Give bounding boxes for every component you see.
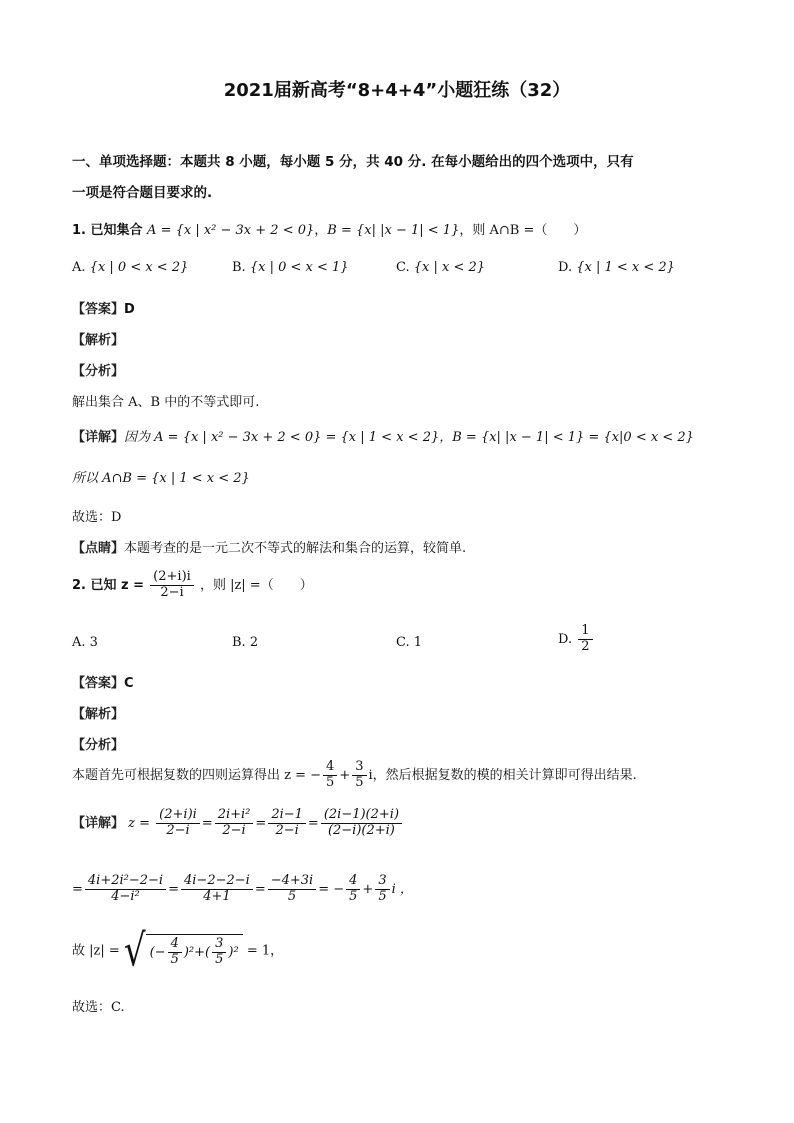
fraction-denominator: 5 [170,952,179,967]
q2-option-b[interactable] [232,635,258,650]
fraction-denominator: 2−i [275,822,299,838]
fraction-denominator: 2−i [222,822,246,838]
step1-frac-4 [321,808,402,839]
option-label: C. [396,635,410,650]
fraction-denominator: 5 [287,888,297,904]
q2-stem-fraction [150,570,194,601]
answer-value: D [124,302,135,317]
fraction-numerator: 4 [346,874,360,890]
fraction-numerator: (2+i)i [150,570,194,586]
q2-jiexi-tag: 【解析】 [72,707,125,722]
option-label: D. [558,260,573,275]
fraction-numerator: 4i−2−2−i [181,874,253,890]
section-heading-line2: 一项是符合题目要求的. [72,185,213,201]
q2-choose: 故选：C. [72,1000,125,1015]
q1-choose: 故选：D [72,510,122,525]
fraction-numerator: 4i+2i²−2−i [85,874,166,890]
q1-option-c[interactable] [396,260,485,275]
fraction-denominator: 2−i [160,584,184,600]
section-heading-line1: 一、单项选择题：本题共 8 小题，每小题 5 分，共 40 分. 在每小题给出的四个选项中，只有 [72,154,634,170]
fraction-numerator: 3 [212,937,226,953]
option-text: {x | x < 2} [413,260,486,275]
fraction-numerator: 2i−1 [268,808,306,824]
q2-stem-suffix: ，则 |z| =（ ） [199,577,313,593]
option-label: A. [72,260,86,275]
mod-frac-2 [212,937,226,968]
q1-stem [72,219,586,238]
q1-option-b[interactable] [232,260,349,275]
fraction-denominator: 4−i² [111,888,140,904]
fraction-numerator: −4+3i [268,874,317,890]
q1-fenxi-tag: 【分析】 [72,364,125,379]
step1-frac-1 [156,808,200,839]
option-fraction [578,624,592,655]
step2-frac-2 [181,874,253,905]
xiangjie-text: 因为 A = {x | x² − 3x + 2 < 0} = {x | 1 < x < 2}，B = {x| |x − 1| < 1} = {x|0 < x < 2} [124,430,694,445]
mod-prefix: 故 |z| = [72,943,120,959]
fenxi-plus: + [339,767,351,783]
q1-fenxi-text: 解出集合 A、B 中的不等式即可. [72,395,260,410]
fraction-denominator: 2 [581,638,590,654]
q2-option-c[interactable] [396,635,422,650]
option-text: {x | 1 < x < 2} [576,260,675,275]
fraction-numerator: 3 [375,874,389,890]
fenxi-pre: 本题首先可根据复数的四则运算得出 z = − [72,767,322,783]
option-label: D. [558,631,573,647]
answer-tag: 【答案】 [72,676,125,691]
q1-result: 所以 A∩B = {x | 1 < x < 2} [72,471,250,486]
fraction-numerator: (2+i)i [156,808,200,824]
option-label: C. [396,260,410,275]
option-text: 3 [89,635,98,650]
page-title: 2021届新高考“8+4+4”小题狂练（32） [223,80,571,101]
q2-stem-prefix: 2. 已知 z = [72,577,145,593]
option-text: 1 [413,635,423,650]
option-text: {x | 0 < x < 2} [89,260,189,275]
fraction-denominator: 5 [349,888,358,904]
q2-xiangjie-step2: = $\frac{\text{4i+2i²−2−i}}{\text{4−i²}}$ = $\frac{4i-2-2-i}{4+1}$ = $\frac{-4+3i}{5}$ = − $\frac{4}{5}$ + $\frac{3}{5}$ i ， [72,873,413,904]
fraction-numerator: (2i−1)(2+i) [321,808,402,824]
q1-stem-suffix: ，则 A∩B =（ ） [459,223,587,238]
q2-option-d[interactable] [558,624,595,655]
fraction-denominator: (2−i)(2+i) [327,822,395,838]
dianjing-tag: 【点睛】 [72,541,125,556]
option-label: A. [72,635,86,650]
q1-option-a[interactable] [72,260,188,275]
sqrt-content: (− $\frac{4}{5}$ )²+( $\frac{3}{5}$ )² [146,934,243,968]
q1-stem-prefix: 1. 已知集合 [72,223,148,238]
answer-tag: 【答案】 [72,302,125,317]
xiangjie-tag: 【详解】 [72,815,125,831]
mod-frac-1 [168,937,182,968]
fraction-denominator: 2−i [166,822,190,838]
fraction-denominator: 4+1 [203,888,231,904]
fraction-denominator: 5 [326,774,335,790]
fenxi-frac-1 [323,760,337,791]
q1-sep: ， [314,223,328,238]
option-label: B. [232,635,246,650]
q2-option-a[interactable] [72,635,98,650]
q2-stem [72,570,313,601]
option-text: 2 [249,635,259,650]
q1-option-d[interactable] [558,260,675,275]
option-label: B. [232,260,246,275]
q1-jiexi-tag: 【解析】 [72,333,125,348]
fraction-denominator: 5 [378,888,387,904]
step2-frac-5 [375,874,389,905]
fraction-numerator: 1 [578,624,592,640]
fraction-numerator: 3 [352,760,366,776]
step2-frac-1 [85,874,166,905]
q2-xiangjie-step1: 【详解】 z = $\frac{(2+i)i}{2-i}$ = $\frac{\text{2i+i²}}{2-i}$ = $\frac{2i-1}{2-i}$ = $\frac{(2i-1)(2+i)}{(2-i)(2+i)}$ [72,808,404,839]
q2-answer [72,672,134,691]
q2-fenxi-text [72,760,637,791]
fenxi-frac-2 [352,760,366,791]
mod-result: = 1， [246,943,284,959]
step2-frac-4 [346,874,360,905]
q1-set-a: A = {x | x² − 3x + 2 < 0} [147,223,315,238]
fraction-denominator: 5 [355,774,364,790]
fraction-numerator: 2i+i² [215,808,254,824]
step2-frac-3 [268,874,317,905]
q2-fenxi-tag: 【分析】 [72,738,125,753]
fenxi-post: i，然后根据复数的模的相关计算即可得出结果. [368,767,637,783]
option-text: {x | 0 < x < 1} [249,260,349,275]
fraction-numerator: 4 [168,937,182,953]
q1-xiangjie [72,426,694,445]
sqrt-icon: √ [123,925,146,977]
q1-dianjing [72,537,466,556]
q1-set-b: B = {x| |x − 1| < 1} [327,223,460,238]
dianjing-text: 本题考查的是一元二次不等式的解法和集合的运算，较简单. [124,541,467,556]
step1-frac-3 [268,808,306,839]
fraction-numerator: 4 [323,760,337,776]
q1-answer [72,298,135,317]
step1-frac-2 [215,808,254,839]
answer-value: C [124,676,134,691]
q2-modulus [72,925,284,977]
fraction-denominator: 5 [215,952,224,967]
equals-sign: z = [128,815,151,831]
xiangjie-tag: 【详解】 [72,430,125,445]
